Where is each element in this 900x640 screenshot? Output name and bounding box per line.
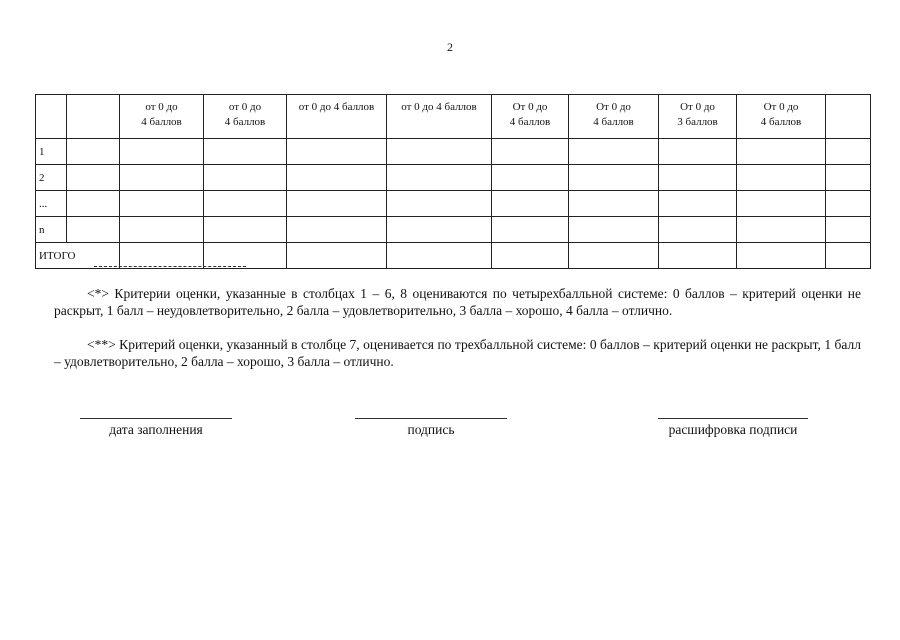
header-cell: от 0 до 4 баллов xyxy=(204,95,287,139)
header-cell: от 0 до 4 баллов xyxy=(387,95,492,139)
footnote-separator xyxy=(94,266,246,267)
decoding-signature-block xyxy=(658,418,808,438)
header-cell: От 0 до 4 баллов xyxy=(569,95,659,139)
date-signature-block xyxy=(80,418,232,438)
header-cell xyxy=(826,95,871,139)
header-cell xyxy=(67,95,120,139)
row-number: ... xyxy=(36,191,67,217)
total-label: ИТОГО xyxy=(36,243,120,269)
decoding-caption: расшифровка подписи xyxy=(668,422,798,437)
table-row xyxy=(36,139,871,165)
date-caption: дата заполнения xyxy=(109,422,203,437)
evaluation-table xyxy=(35,94,871,269)
page-number: 2 xyxy=(447,40,453,54)
signature-caption: подпись xyxy=(407,422,455,437)
row-number: n xyxy=(36,217,67,243)
row-number: 2 xyxy=(36,165,67,191)
table-row xyxy=(36,165,871,191)
signature-line xyxy=(355,418,507,419)
table-row xyxy=(36,217,871,243)
table-row-total xyxy=(36,243,871,269)
row-number: 1 xyxy=(36,139,67,165)
header-cell: От 0 до 4 баллов xyxy=(492,95,569,139)
table-header-row xyxy=(36,95,871,139)
footnote-criteria-1-6-8: <*> Критерии оценки, указанные в столбцах 1 – 6, 8 оцениваются по четырехбалльной системе: 0 баллов – критерий оценки не раскрыт, 1 балл – неудовлетворительно, 2 балла – удовлетворительно, 3 балла – хорошо, 4 балла – отлично. xyxy=(54,286,861,318)
table-row xyxy=(36,191,871,217)
signature-block xyxy=(355,418,507,438)
header-cell xyxy=(36,95,67,139)
date-line xyxy=(80,418,232,419)
header-cell: от 0 до 4 баллов xyxy=(287,95,387,139)
header-cell: от 0 до 4 баллов xyxy=(120,95,204,139)
header-cell: От 0 до 4 баллов xyxy=(737,95,826,139)
header-cell: От 0 до 3 баллов xyxy=(659,95,737,139)
decoding-line xyxy=(658,418,808,419)
footnote-criterion-7: <**> Критерий оценки, указанный в столбце 7, оценивается по трехбалльной системе: 0 баллов – критерий оценки не раскрыт, 1 балл – удовлетворительно, 2 балла – хорошо, 3 балла – отлично. xyxy=(54,337,861,369)
